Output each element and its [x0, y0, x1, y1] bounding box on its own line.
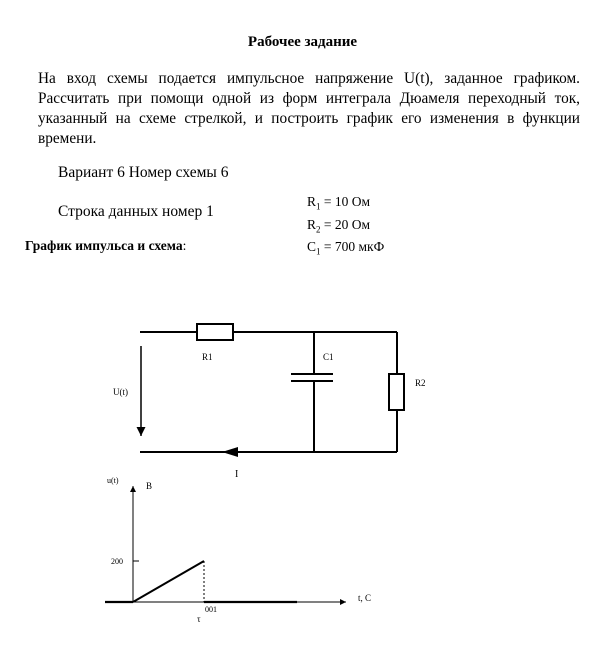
label-current: I	[235, 469, 239, 480]
resistor-r2	[389, 374, 404, 410]
current-arrow-icon	[222, 447, 238, 457]
section-label: График импульса и схема:	[25, 238, 187, 253]
param-r2: $R_2 = 20$ Ом	[307, 216, 371, 235]
task-paragraph: На вход схемы подается импульсное напряжение U(t), заданное графиком. Рассчитать при помощи одной из форм интеграла Дюамеля переходный ток, указанный на схеме стрелкой, и построить график его изменения в функции времени.	[38, 70, 580, 147]
resistor-r1	[197, 324, 233, 340]
param-c1: $C_1 = 700$ мкФ	[307, 239, 385, 258]
page-title: Рабочее задание	[247, 34, 358, 50]
y-unit: B	[146, 481, 153, 491]
pulse-graph	[105, 486, 346, 602]
tau-value: 001	[205, 605, 217, 614]
y-axis-label: u(t)	[107, 476, 119, 485]
pulse-ramp	[133, 561, 204, 602]
tau-label: τ	[197, 614, 201, 624]
label-c1: C1	[323, 352, 334, 362]
label-r2: R2	[415, 378, 426, 388]
tick-label-200: 200	[111, 557, 123, 566]
circuit-diagram	[140, 324, 404, 457]
label-source: U(t)	[113, 387, 128, 397]
data-row-line: Строка данных номер 1	[58, 203, 214, 220]
variant-line: Вариант 6 Номер схемы 6	[58, 164, 229, 181]
x-axis-label: t, C	[358, 593, 372, 603]
label-r1: R1	[202, 352, 213, 362]
param-r1: $R_1 = 10$ Ом	[307, 194, 371, 212]
